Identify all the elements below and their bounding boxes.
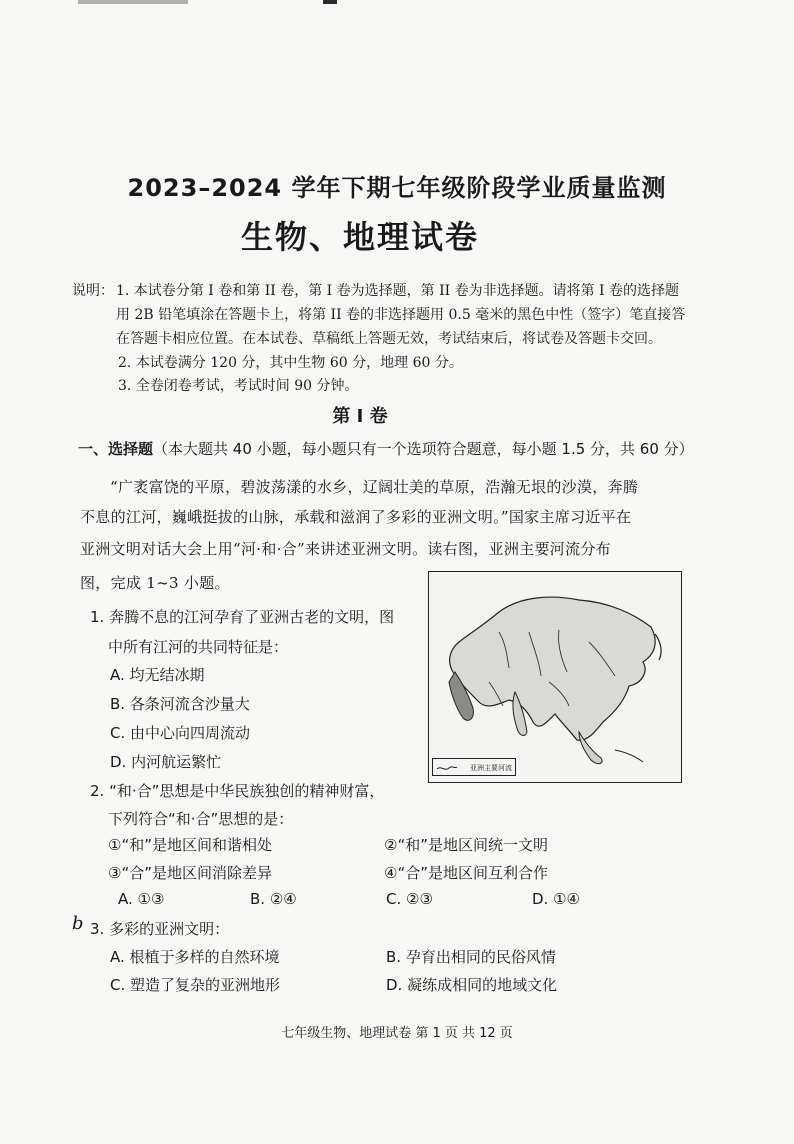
passage-line: 亚洲文明对话大会上用“河·和·合”来讲述亚洲文明。读右图，亚洲主要河流分布 — [80, 540, 611, 558]
question-1-option[interactable]: D. 内河航运繁忙 — [110, 753, 222, 771]
question-1-option[interactable]: B. 各条河流含沙量大 — [110, 695, 250, 713]
exam-subject-title: 生物、地理试卷 — [240, 218, 479, 256]
question-3-option[interactable]: D. 凝练成相同的地域文化 — [386, 976, 558, 994]
question-2-option[interactable]: D. ①④ — [532, 890, 580, 908]
question-2-statement: ②“和”是地区间统一文明 — [384, 836, 548, 854]
section-heading — [78, 438, 694, 459]
instruction-line: 1. 本试卷分第 I 卷和第 II 卷，第 I 卷为选择题，第 II 卷为非选择题。请将第 I 卷的选择题 — [116, 283, 680, 299]
instructions-label: 说明： — [72, 283, 114, 299]
question-1-stem: 1. 奔腾不息的江河孕育了亚洲古老的文明，图 — [90, 608, 395, 626]
scan-mark-left — [78, 0, 188, 4]
part-title: 第 I 卷 — [332, 406, 388, 427]
question-1-stem: 中所有江河的共同特征是： — [108, 638, 289, 656]
question-3-option[interactable]: B. 孕育出相同的民俗风情 — [386, 948, 556, 966]
instruction-line: 3. 全卷闭卷考试，考试时间 90 分钟。 — [118, 378, 359, 394]
passage-line: 图，完成 1~3 小题。 — [80, 574, 230, 592]
question-3-stem: 3. 多彩的亚洲文明： — [90, 920, 230, 938]
exam-title: 2023–2024 学年下期七年级阶段学业质量监测 — [127, 174, 667, 202]
passage-line: 不息的江河，巍峨挺拔的山脉，承载和滋润了多彩的亚洲文明。”国家主席习近平在 — [80, 508, 632, 526]
legend-label: 亚洲主要河流 — [470, 764, 512, 772]
question-2-option[interactable]: A. ①③ — [118, 890, 165, 908]
instruction-line: 用 2B 铅笔填涂在答题卡上，将第 II 卷的非选择题用 0.5 毫米的黑色中性（签字）笔直接答 — [116, 307, 686, 323]
question-2-option[interactable]: C. ②③ — [386, 890, 433, 908]
instruction-line: 在答题卡相应位置。在本试卷、草稿纸上答题无效，考试结束后，将试卷及答题卡交回。 — [116, 331, 662, 347]
section-description: （本大题共 40 小题，每小题只有一个选项符合题意，每小题 1.5 分，共 60 分） — [153, 440, 694, 458]
question-2-stem: 下列符合“和·合”思想的是： — [108, 810, 294, 828]
question-1-option[interactable]: C. 由中心向四周流动 — [110, 724, 251, 742]
handwritten-mark: b — [72, 913, 84, 934]
question-2-stem: 2. “和·合”思想是中华民族独创的精神财富， — [90, 782, 385, 800]
asia-rivers-map — [428, 571, 682, 783]
asia-map-drawing — [429, 572, 681, 782]
question-2-statement: ③“合”是地区间消除差异 — [108, 864, 272, 882]
question-2-statement: ①“和”是地区间和谐相处 — [108, 836, 272, 854]
question-3-option[interactable]: A. 根植于多样的自然环境 — [110, 948, 280, 966]
river-legend-icon — [436, 763, 458, 773]
scan-mark-center — [323, 0, 337, 4]
passage-line: “广袤富饶的平原，碧波荡漾的水乡，辽阔壮美的草原，浩瀚无垠的沙漠，奔腾 — [110, 478, 639, 496]
question-3-option[interactable]: C. 塑造了复杂的亚洲地形 — [110, 976, 281, 994]
question-1-option[interactable]: A. 均无结冰期 — [110, 666, 205, 684]
section-label: 一、选择题 — [78, 440, 154, 458]
question-2-option[interactable]: B. ②④ — [250, 890, 297, 908]
page-footer: 七年级生物、地理试卷 第 1 页 共 12 页 — [281, 1026, 513, 1041]
instruction-line: 2. 本试卷满分 120 分，其中生物 60 分，地理 60 分。 — [118, 355, 463, 371]
map-legend — [432, 758, 516, 776]
question-2-statement: ④“合”是地区间互利合作 — [384, 864, 548, 882]
